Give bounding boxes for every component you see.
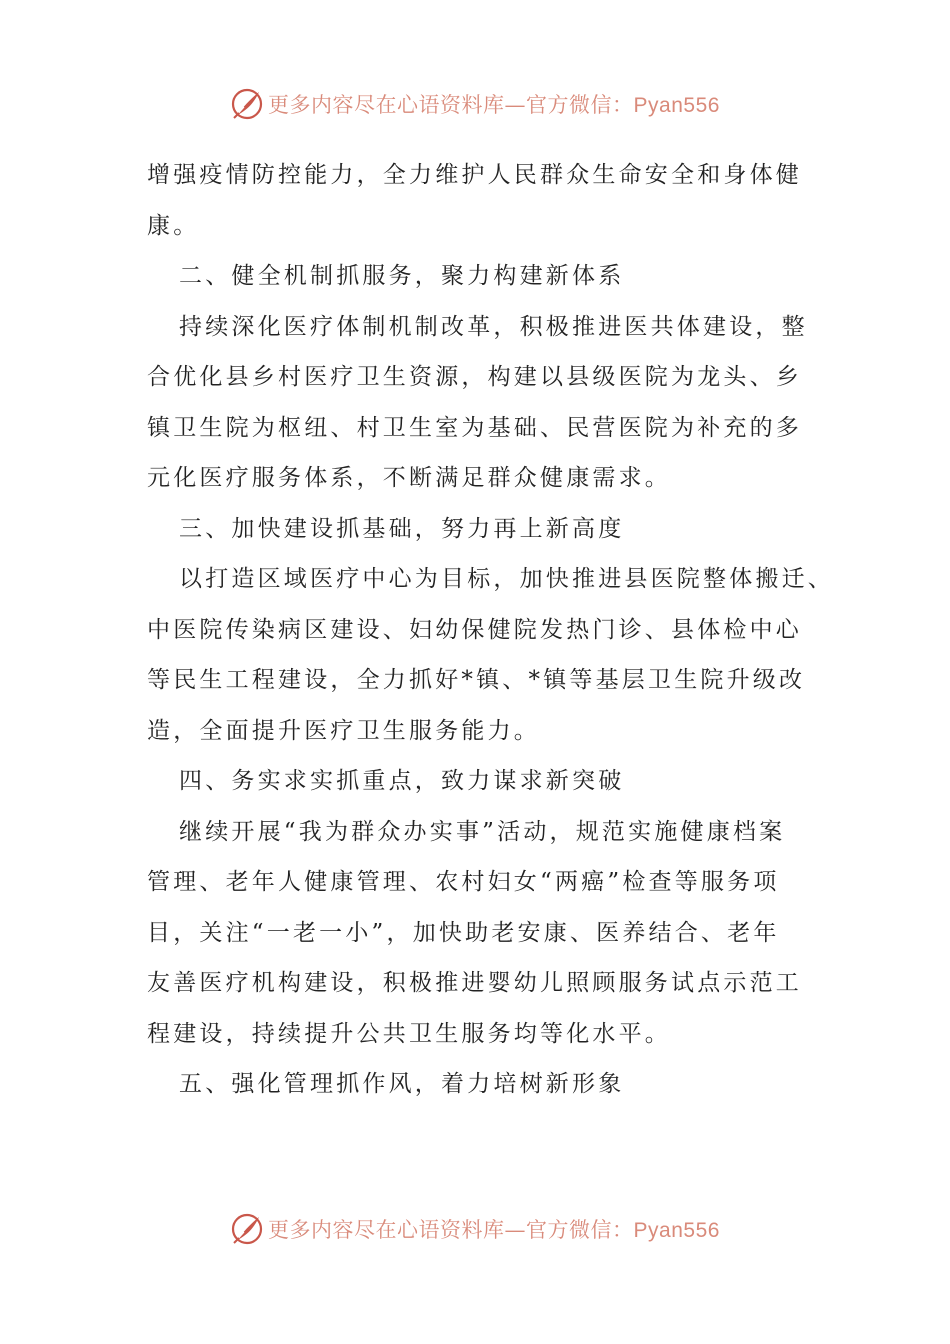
text-line: 增强疫情防控能力，全力维护人民群众生命安全和身体健 bbox=[147, 162, 802, 188]
text-line: 程建设，持续提升公共卫生服务均等化水平。 bbox=[147, 1020, 671, 1047]
banner-text: 更多内容尽在心语资料库—官方微信： bbox=[268, 93, 634, 117]
text-line: 目，关注“一老一小”，加快助老安康、医养结合、老年 bbox=[147, 919, 780, 946]
quill-logo-icon bbox=[230, 1212, 264, 1246]
text-line: 康。 bbox=[147, 212, 200, 239]
text-line: 五、强化管理抓作风，着力培树新形象 bbox=[179, 1071, 625, 1097]
text-line: 中医院传染病区建设、妇幼保健院发热门诊、县体检中心 bbox=[147, 616, 802, 643]
text-line: 持续深化医疗体制机制改革，积极推进医共体建设，整 bbox=[179, 313, 808, 340]
text-line: 以打造区域医疗中心为目标，加快推进县医院整体搬迁、 bbox=[179, 566, 834, 592]
wechat-id: Pyan556 bbox=[633, 94, 720, 117]
text-line: 友善医疗机构建设，积极推进婴幼儿照顾服务试点示范工 bbox=[147, 970, 802, 996]
banner-text: 更多内容尽在心语资料库—官方微信： bbox=[268, 1218, 634, 1242]
text-line: 镇卫生院为枢纽、村卫生室为基础、民营医院为补充的多 bbox=[147, 414, 802, 441]
text-line: 等民生工程建设，全力抓好*镇、*镇等基层卫生院升级改 bbox=[147, 667, 806, 693]
footer-watermark-banner bbox=[0, 1209, 950, 1249]
document-body bbox=[147, 150, 834, 1110]
wechat-id: Pyan556 bbox=[633, 1219, 720, 1242]
text-line: 合优化县乡村医疗卫生资源，构建以县级医院为龙头、乡 bbox=[147, 364, 802, 390]
text-line: 四、务实求实抓重点，致力谋求新突破 bbox=[179, 768, 625, 794]
text-line: 元化医疗服务体系，不断满足群众健康需求。 bbox=[147, 465, 671, 491]
quill-logo-icon bbox=[230, 87, 264, 121]
header-watermark-banner bbox=[0, 84, 950, 124]
text-line: 管理、老年人健康管理、农村妇女“两癌”检查等服务项 bbox=[147, 869, 780, 895]
text-line: 继续开展“我为群众办实事”活动，规范实施健康档案 bbox=[179, 818, 786, 845]
text-line: 造，全面提升医疗卫生服务能力。 bbox=[147, 717, 540, 744]
text-line: 三、加快建设抓基础，努力再上新高度 bbox=[179, 515, 625, 542]
text-line: 二、健全机制抓服务，聚力构建新体系 bbox=[179, 263, 625, 289]
